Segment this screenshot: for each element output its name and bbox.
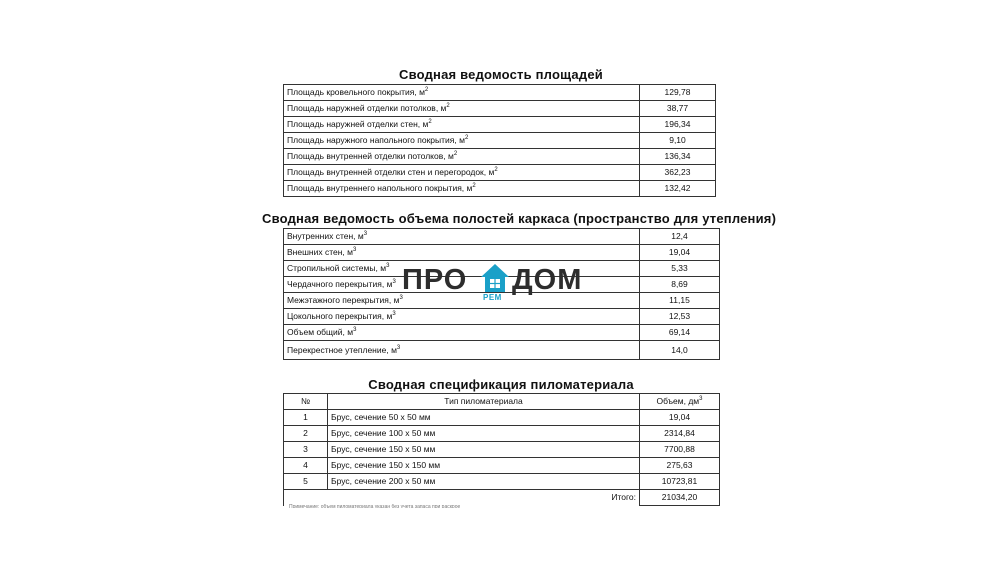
table-row [284, 85, 716, 101]
area-label: Площадь внутреннего напольного покрытия, $м^2$ [284, 181, 640, 197]
lumber-table [283, 393, 720, 506]
lumber-volume: 275,63 [640, 458, 720, 474]
total-value: 21034,20 [640, 490, 720, 506]
footnote: Примечание: объем пиломатериала указан без учета запаса при раскрое [289, 504, 461, 508]
watermark-sub-text: РЕМ [483, 293, 502, 302]
area-value: 132,42 [640, 181, 716, 197]
col-header-volume: Объем, $дм^3$ [640, 394, 720, 410]
area-label: Площадь внутренней отделки потолков, $м^2$ [284, 149, 640, 165]
area-label: Площадь внутренней отделки стен и перегородок, $м^2$ [284, 165, 640, 181]
lumber-type: Брус, сечение 200 х 50 мм [328, 474, 640, 490]
areas-section [283, 67, 719, 82]
total-label: Итого: [328, 490, 640, 506]
table-row [284, 410, 720, 426]
volume-value: 8,69 [640, 277, 720, 293]
table-row [284, 309, 720, 325]
area-label: Площадь наружного напольного покрытия, $м^2$ [284, 133, 640, 149]
volume-value: 12,4 [640, 229, 720, 245]
table-row [284, 117, 716, 133]
table-row [284, 181, 716, 197]
lumber-volume: 2314,84 [640, 426, 720, 442]
row-num: 3 [284, 442, 328, 458]
row-num: 5 [284, 474, 328, 490]
volume-label: Внешних стен, $м^3$ [284, 245, 640, 261]
area-value: 9,10 [640, 133, 716, 149]
volume-value: 19,04 [640, 245, 720, 261]
house-icon [479, 262, 511, 296]
lumber-volume: 19,04 [640, 410, 720, 426]
lumber-section [283, 377, 719, 392]
volume-label: Межэтажного перекрытия, $м^3$ [284, 293, 640, 309]
area-value: 136,34 [640, 149, 716, 165]
volume-value: 11,15 [640, 293, 720, 309]
table-row [284, 341, 720, 360]
lumber-volume: 7700,88 [640, 442, 720, 458]
volume-label: Объем общий, $м^3$ [284, 325, 640, 341]
volumes-section [262, 211, 777, 226]
area-label: Площадь кровельного покрытия, $м^2$ [284, 85, 640, 101]
volume-value: 14,0 [640, 341, 720, 360]
area-value: 38,77 [640, 101, 716, 117]
table-row [284, 442, 720, 458]
volume-value: 69,14 [640, 325, 720, 341]
row-num: 4 [284, 458, 328, 474]
table-row [284, 245, 720, 261]
areas-table-wrap [283, 84, 716, 197]
table-row [284, 229, 720, 245]
volume-label: Перекрестное утепление, $м^3$ [284, 341, 640, 360]
volume-label: Стропильной системы, $м^3$ [284, 261, 640, 277]
row-num: 1 [284, 410, 328, 426]
volume-label: Чердачного перекрытия, $м^3$ [284, 277, 640, 293]
volume-value: 12,53 [640, 309, 720, 325]
lumber-volume: 10723,81 [640, 474, 720, 490]
lumber-table-wrap [283, 393, 720, 506]
table-row [284, 458, 720, 474]
area-value: 196,34 [640, 117, 716, 133]
lumber-type: Брус, сечение 100 х 50 мм [328, 426, 640, 442]
prodom-watermark [402, 262, 602, 308]
table-row [284, 149, 716, 165]
volumes-title: Сводная ведомость объема полостей каркаса (пространство для утепления) [262, 211, 777, 226]
col-header-type: Тип пиломатериала [328, 394, 640, 410]
table-row [284, 426, 720, 442]
volume-label: Цокольного перекрытия, $м^3$ [284, 309, 640, 325]
lumber-type: Брус, сечение 50 х 50 мм [328, 410, 640, 426]
col-header-num: № [284, 394, 328, 410]
lumber-title: Сводная спецификация пиломатериала [368, 377, 634, 392]
areas-title: Сводная ведомость площадей [399, 67, 603, 82]
table-row [284, 133, 716, 149]
table-header-row [284, 394, 720, 410]
volume-label: Внутренних стен, $м^3$ [284, 229, 640, 245]
volume-value: 5,33 [640, 261, 720, 277]
table-row [284, 165, 716, 181]
lumber-type: Брус, сечение 150 х 50 мм [328, 442, 640, 458]
watermark-right-text: ДОМ [512, 264, 583, 296]
area-label: Площадь наружней отделки потолков, $м^2$ [284, 101, 640, 117]
lumber-type: Брус, сечение 150 х 150 мм [328, 458, 640, 474]
table-row [284, 474, 720, 490]
area-value: 362,23 [640, 165, 716, 181]
areas-table [283, 84, 716, 197]
area-label: Площадь наружней отделки стен, $м^2$ [284, 117, 640, 133]
table-row [284, 325, 720, 341]
row-num: 2 [284, 426, 328, 442]
watermark-left-text: ПРО [402, 264, 468, 296]
table-row [284, 101, 716, 117]
area-value: 129,78 [640, 85, 716, 101]
